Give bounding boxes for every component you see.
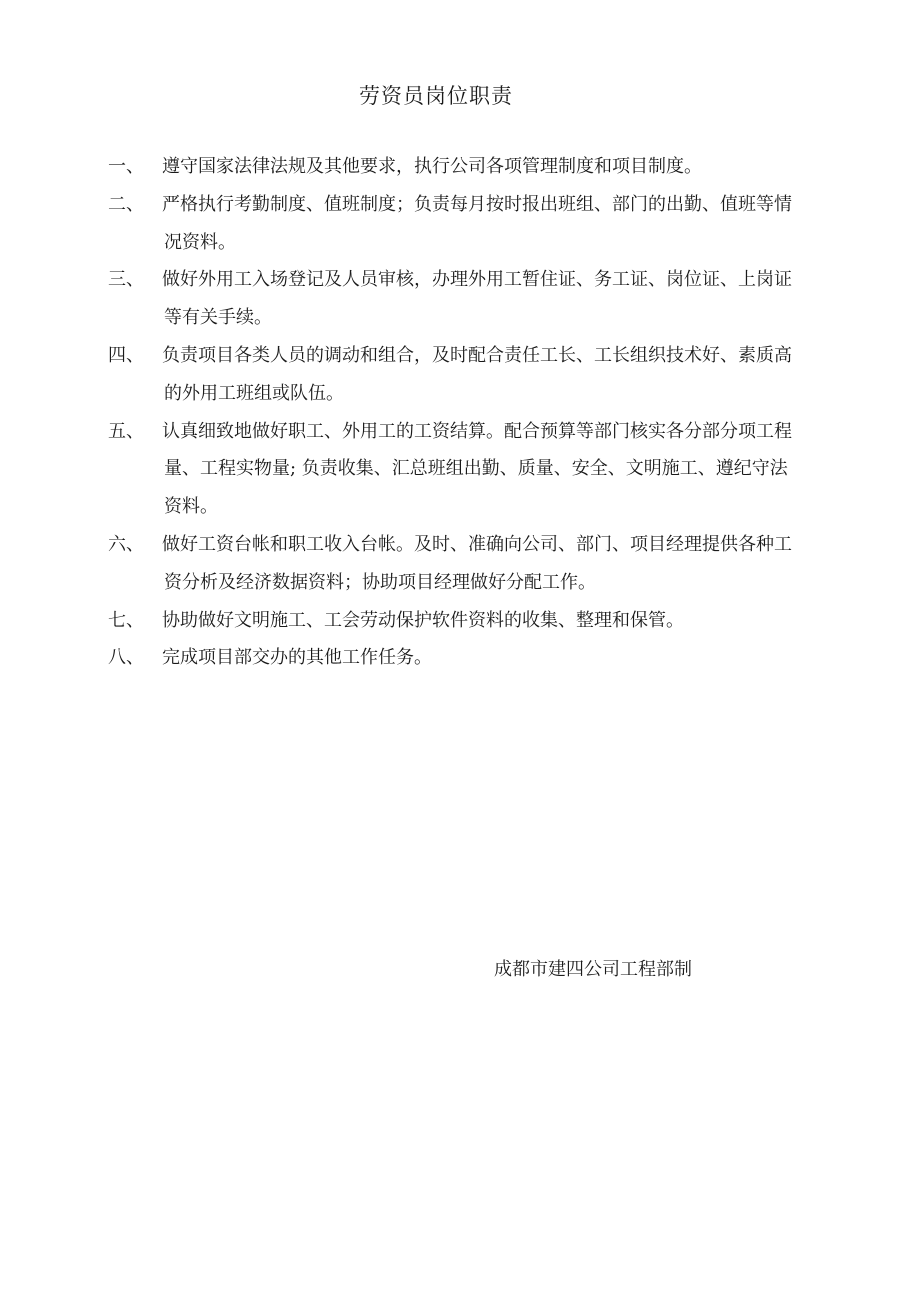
issuer-signature: 成都市建四公司工程部制 — [494, 959, 692, 980]
duty-number: 四、 — [108, 344, 144, 366]
duty-line: 遵守国家法律法规及其他要求，执行公司各项管理制度和项目制度。 — [162, 156, 702, 177]
duty-line: 完成项目部交办的其他工作任务。 — [162, 647, 432, 669]
duty-item-6 — [108, 526, 858, 602]
duty-item-5 — [108, 413, 858, 526]
duty-number: 三、 — [108, 269, 144, 291]
duty-text — [162, 413, 858, 526]
duty-number: 八、 — [108, 647, 144, 669]
duty-line: 做好工资台帐和职工收入台帐。及时、准确向公司、部门、项目经理提供各种工 — [162, 533, 792, 555]
duty-item-2 — [108, 186, 858, 262]
duty-line: 认真细致地做好职工、外用工的工资结算。配合预算等部门核实各分部分项工程 — [162, 420, 792, 442]
duty-line: 协助做好文明施工、工会劳动保护软件资料的收集、整理和保管。 — [162, 609, 684, 631]
page-title: 劳资员岗位职责 — [359, 84, 513, 108]
duty-line: 资分析及经济数据资料；协助项目经理做好分配工作。 — [164, 571, 596, 593]
duty-line: 负责项目各类人员的调动和组合，及时配合责任工长、工长组织技术好、素质高 — [162, 344, 792, 366]
duty-number: 二、 — [108, 193, 144, 215]
duty-line: 况资料。 — [164, 231, 236, 253]
duty-item-7 — [108, 602, 858, 640]
duty-text — [162, 186, 858, 262]
duty-number: 一、 — [108, 156, 144, 177]
duty-line: 做好外用工入场登记及人员审核，办理外用工暂住证、务工证、岗位证、上岗证 — [162, 269, 792, 291]
duty-text — [162, 261, 858, 337]
duty-item-1 — [108, 148, 858, 186]
duty-text — [162, 526, 858, 602]
duty-line: 的外用工班组或队伍。 — [164, 382, 344, 404]
duty-text — [162, 639, 858, 677]
duty-number: 五、 — [108, 420, 144, 442]
duty-text — [162, 148, 858, 186]
duty-line: 量、工程实物量; 负责收集、汇总班组出勤、质量、安全、文明施工、遵纪守法 — [164, 458, 788, 480]
duty-number: 六、 — [108, 533, 144, 555]
duty-item-3 — [108, 261, 858, 337]
duty-text — [162, 337, 858, 413]
duty-list — [108, 148, 858, 677]
duty-item-4 — [108, 337, 858, 413]
duty-number: 七、 — [108, 609, 144, 631]
duty-line: 严格执行考勤制度、值班制度；负责每月按时报出班组、部门的出勤、值班等情 — [162, 193, 792, 215]
duty-line: 资料。 — [164, 496, 218, 518]
duty-item-8 — [108, 639, 858, 677]
duty-text — [162, 602, 858, 640]
duty-line: 等有关手续。 — [164, 307, 272, 329]
